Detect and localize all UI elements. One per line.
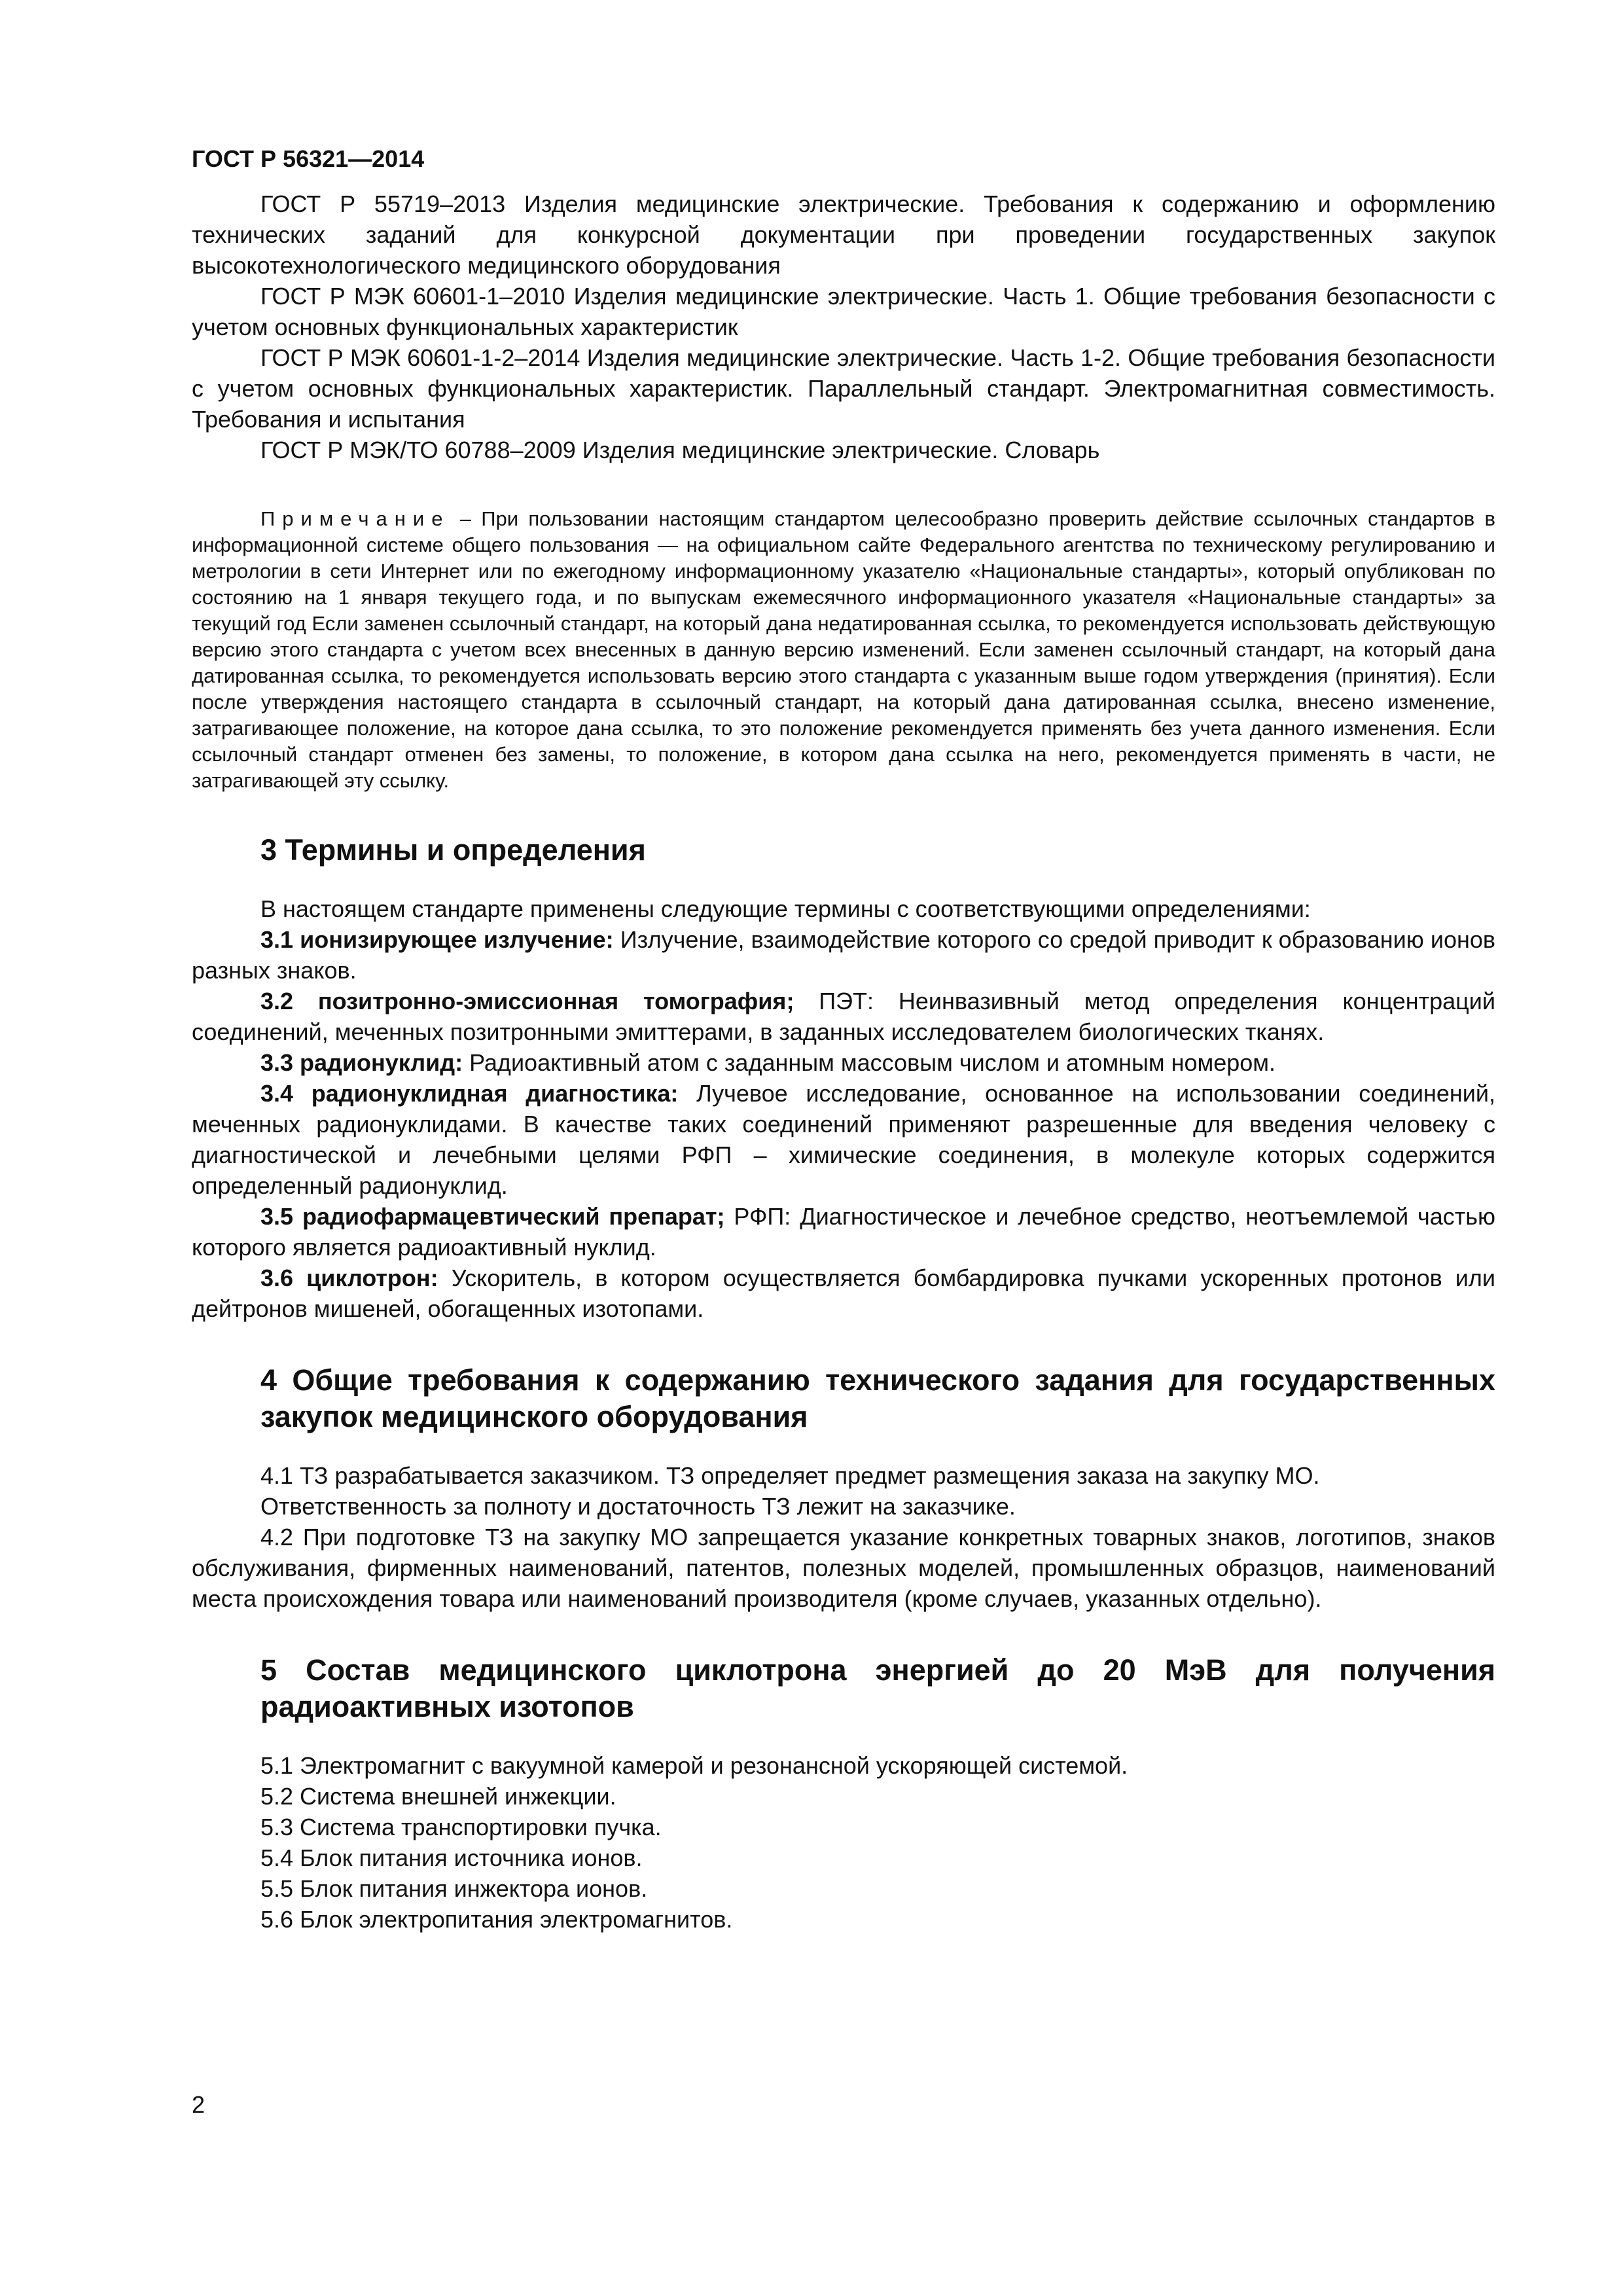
term-definition: ПЭТ: Неинвазивный метод определения концентраций соединений, меченных позитронными эмиттерами, в заданных исследователем биологических тканях. — [192, 988, 1495, 1045]
page-number: 2 — [192, 2091, 205, 2118]
section-4-paragraph: 4.1 ТЗ разрабатывается заказчиком. ТЗ определяет предмет размещения заказа на закупку МО. — [260, 1462, 1320, 1489]
term-item — [192, 1201, 1495, 1263]
section-4-paragraph: Ответственность за полноту и достаточность ТЗ лежит на заказчике. — [260, 1493, 1016, 1520]
section-4-heading: 4 Общие требования к содержанию технического задания для государственных закупок медицинского оборудования — [260, 1363, 1495, 1433]
section-5-item: 5.2 Система внешней инжекции. — [260, 1783, 616, 1810]
reference-item: ГОСТ Р МЭК 60601-1–2010 Изделия медицинские электрические. Часть 1. Общие требования безопасности с учетом основных функциональных характеристик — [192, 283, 1495, 340]
section-5-item: 5.1 Электромагнит с вакуумной камерой и резонансной ускоряющей системой. — [260, 1752, 1128, 1779]
section-3-heading: 3 Термины и определения — [260, 833, 646, 867]
term-name: 3.5 радиофармацевтический препарат; — [260, 1203, 725, 1230]
section-5-item: 5.6 Блок электропитания электромагнитов. — [260, 1906, 733, 1933]
term-item — [192, 986, 1495, 1047]
reference-item: ГОСТ Р МЭК 60601-1-2–2014 Изделия медицинские электрические. Часть 1-2. Общие требования безопасности с учетом основных функциональных характеристик. Параллельный стандарт. Электромагнитная совместимость. Требования и испытания — [192, 344, 1495, 433]
term-name: 3.1 ионизирующее излучение: — [260, 926, 614, 953]
term-item — [192, 1078, 1495, 1201]
section-3-intro: В настоящем стандарте применены следующие термины с соответствующими определениями: — [260, 895, 1311, 922]
note-label: Примечание — [260, 507, 450, 530]
section-5-item: 5.5 Блок питания инжектора ионов. — [260, 1875, 648, 1902]
document-header: ГОСТ Р 56321—2014 — [192, 145, 425, 172]
term-name: 3.3 радионуклид: — [260, 1049, 463, 1076]
term-name: 3.6 циклотрон: — [260, 1265, 438, 1291]
term-definition: РФП: Диагностическое и лечебное средство, неотъемлемой частью которого является радиоактивный нуклид. — [192, 1203, 1496, 1261]
term-item — [192, 1263, 1495, 1324]
note-paragraph — [192, 506, 1495, 794]
reference-item: ГОСТ Р 55719–2013 Изделия медицинские электрические. Требования к содержанию и оформлению технических заданий для конкурсной документации при проведении государственных закупок высокотехнологического медицинского оборудования — [192, 190, 1495, 279]
section-5-heading: 5 Состав медицинского циклотрона энергией до 20 МэВ для получения радиоактивных изотопов — [260, 1653, 1495, 1723]
term-item — [192, 1047, 1495, 1078]
term-item — [192, 924, 1495, 986]
term-definition: Лучевое исследование, основанное на использовании соединений, меченных радионуклидами. В качестве таких соединений применяют разрешенные для введения человеку с диагностической и лечебными целями РФП – химические соединения, в молекуле которых содержится определенный радионуклид. — [192, 1080, 1495, 1199]
note-text: – При пользовании настоящим стандартом целесообразно проверить действие ссылочных стандартов в информационной системе общего пользования — на официальном сайте Федерального агентства по техническому регулированию и метрологии в сети Интернет или по ежегодному информационному указателю «Национальные стандарты», который опубликован по состоянию на 1 января текущего года, и по выпускам ежемесячного информационного указателя «Национальные стандарты» за текущий год Если заменен ссылочный стандарт, на который дана недатированная ссылка, то рекомендуется использовать действующую версию этого стандарта с учетом всех внесенных в данную версию изменений. Если заменен ссылочный стандарт, на который дана датированная ссылка, то рекомендуется использовать версию этого стандарта с указанным выше годом утверждения (принятия). Если после утверждения настоящего стандарта в ссылочный стандарт, на который дана датированная ссылка, внесено изменение, затрагивающее положение, на которое дана ссылка, то это положение рекомендуется применять без учета данного изменения. Если ссылочный стандарт отменен без замены, то положение, в котором дана ссылка на него, рекомендуется применять в части, не затрагивающей эту ссылку. — [192, 507, 1495, 792]
section-4-paragraph: 4.2 При подготовке ТЗ на закупку МО запрещается указание конкретных товарных знаков, логотипов, знаков обслуживания, фирменных наименований, патентов, полезных моделей, промышленных образцов, наименований места происхождения товара или наименований производителя (кроме случаев, указанных отдельно). — [192, 1524, 1495, 1612]
term-definition: Излучение, взаимодействие которого со средой приводит к образованию ионов разных знаков. — [192, 926, 1495, 984]
term-definition: Радиоактивный атом с заданным массовым числом и атомным номером. — [463, 1049, 1276, 1076]
term-definition: Ускоритель, в котором осуществляется бомбардировка пучками ускоренных протонов или дейтронов мишеней, обогащенных изотопами. — [192, 1265, 1495, 1322]
term-name: 3.2 позитронно-эмиссионная томография; — [260, 988, 794, 1014]
section-5-item: 5.3 Система транспортировки пучка. — [260, 1814, 662, 1840]
section-5-item: 5.4 Блок питания источника ионов. — [260, 1844, 643, 1871]
term-name: 3.4 радионуклидная диагностика: — [260, 1080, 679, 1107]
reference-item: ГОСТ Р МЭК/ТО 60788–2009 Изделия медицинские электрические. Словарь — [260, 437, 1100, 463]
document-page — [192, 145, 1495, 1935]
